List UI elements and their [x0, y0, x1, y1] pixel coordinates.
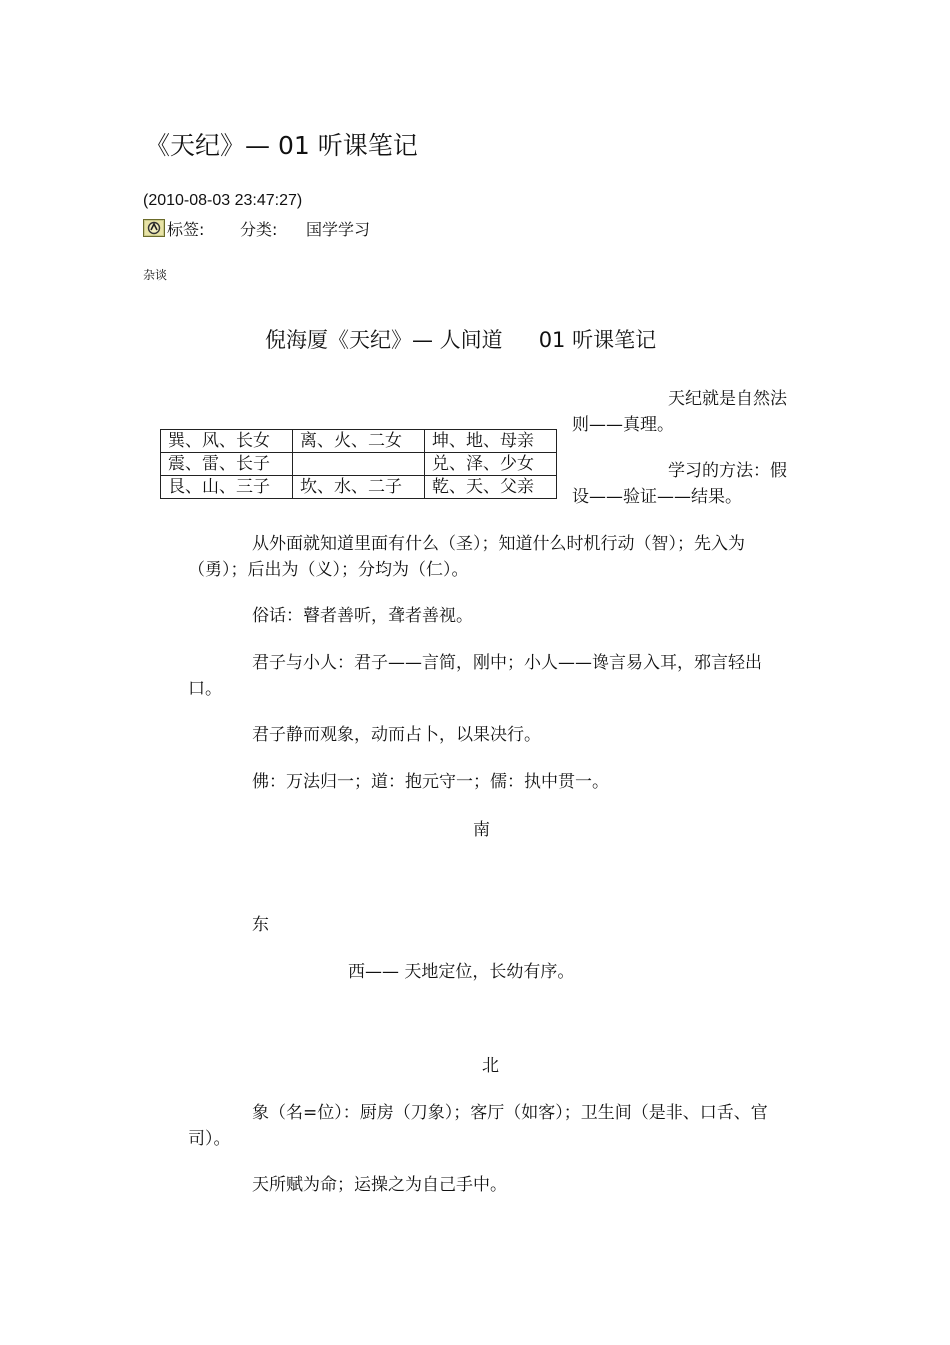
body-paragraph: 君子与小人：君子——言简，刚中；小人——谗言易入耳，邪言轻出口。	[188, 653, 762, 699]
body-paragraph: 天所赋为命；运操之为自己手中。	[252, 1175, 507, 1195]
body-paragraph: 象（名=位）：厨房（刀象）；客厅（如客）；卫生间（是非、口舌、官司）。	[188, 1103, 768, 1149]
table-cell: 震、雷、长子	[161, 453, 293, 476]
category-label: 分类:	[240, 220, 278, 239]
table-row	[161, 453, 557, 476]
table-cell	[293, 453, 425, 476]
page-title: 《天纪》— 01 听课笔记	[145, 131, 418, 160]
table-cell: 乾、天、父亲	[425, 476, 557, 499]
body-paragraph: 从外面就知道里面有什么（圣）；知道什么时机行动（智）；先入为（勇）；后出为（义）；分均为（仁）。	[188, 534, 745, 580]
table-cell: 巽、风、长女	[161, 430, 293, 453]
direction-north: 北	[482, 1056, 499, 1076]
table-cell: 坤、地、母亲	[425, 430, 557, 453]
direction-west: 西—— 天地定位，长幼有序。	[348, 962, 575, 982]
tag-icon	[143, 219, 165, 237]
side-note: 天纪就是自然法则——真理。	[572, 389, 787, 435]
body-paragraph: 佛：万法归一；道：抱元守一；儒：执中贯一。	[252, 772, 609, 792]
direction-east: 东	[252, 915, 269, 935]
table-cell: 兑、泽、少女	[425, 453, 557, 476]
side-note: 学习的方法：假设——验证——结果。	[572, 461, 787, 507]
table-row	[161, 476, 557, 499]
trigram-table	[160, 429, 557, 499]
tag-link[interactable]: 杂谈	[143, 268, 168, 282]
table-cell: 坎、水、二子	[293, 476, 425, 499]
table-row	[161, 430, 557, 453]
body-paragraph: 俗话：瞽者善听，聋者善视。	[252, 606, 473, 626]
subtitle-note: 01 听课笔记	[538, 328, 657, 352]
subtitle-main: 倪海厦《天纪》— 人间道	[265, 328, 503, 352]
body-paragraph: 君子静而观象，动而占卜，以果决行。	[252, 725, 541, 745]
post-datetime: (2010-08-03 23:47:27)	[143, 192, 303, 209]
direction-south: 南	[473, 820, 490, 840]
table-cell: 艮、山、三子	[161, 476, 293, 499]
tags-label: 标签:	[167, 220, 205, 239]
category-link[interactable]: 国学学习	[306, 220, 371, 239]
article-subtitle	[265, 324, 656, 354]
table-cell: 离、火、二女	[293, 430, 425, 453]
